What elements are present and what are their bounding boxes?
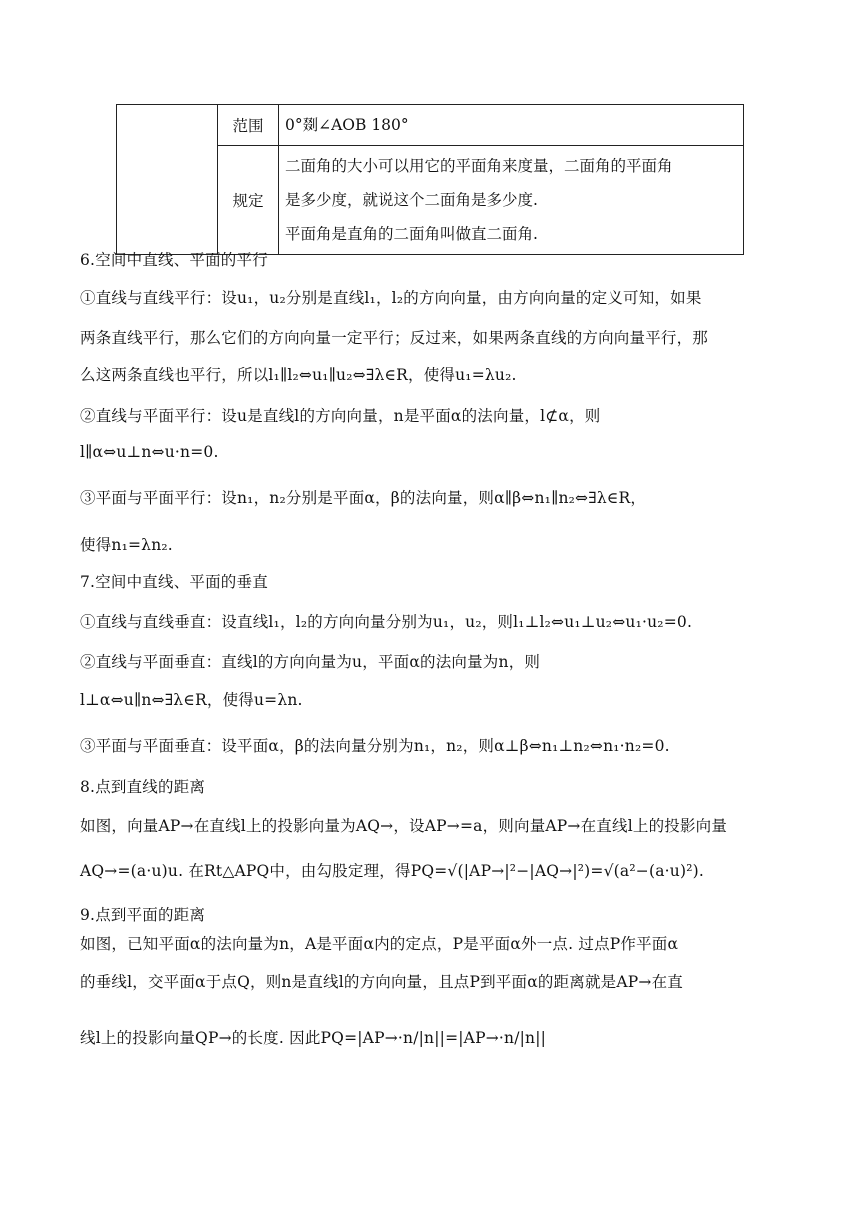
- table-label-rule: 规定: [218, 146, 279, 255]
- dihedral-angle-table: [116, 104, 744, 255]
- text-line: 线l上的投影向量QP→的长度. 因此PQ=|AP→·n/|n||=|AP→·n/|n||: [80, 1029, 547, 1047]
- text-line: l⊥α⇔u∥n⇔∃λ∈R，使得u=λn.: [80, 691, 303, 709]
- section-heading-parallel: 6.空间中直线、平面的平行: [80, 251, 268, 269]
- section-heading-perpendicular: 7.空间中直线、平面的垂直: [80, 573, 268, 591]
- section-heading-point-plane-distance: 9.点到平面的距离: [80, 906, 206, 924]
- text-line: ③平面与平面平行：设n₁，n₂分别是平面α，β的法向量，则α∥β⇔n₁∥n₂⇔∃λ∈R，: [80, 489, 647, 507]
- text-line: 么这两条直线也平行，所以l₁∥l₂⇔u₁∥u₂⇔∃λ∈R，使得u₁=λu₂.: [80, 366, 517, 384]
- text-line: AQ→=(a·u)u. 在Rt△APQ中，由勾股定理，得PQ=√(|AP→|²−|AQ→|²)=√(a²−(a·u)²).: [80, 862, 704, 880]
- table-row-range: [117, 105, 744, 146]
- table-rule-line: 平面角是直角的二面角叫做直二面角.: [285, 225, 538, 243]
- table-content-range: 0°剟∠AOB 180°: [279, 105, 744, 146]
- table-content-rule: [279, 146, 744, 255]
- section-heading-point-line-distance: 8.点到直线的距离: [80, 778, 206, 796]
- text-line: ②直线与平面垂直：直线l的方向向量为u，平面α的法向量为n，则: [80, 653, 541, 671]
- table-rule-line: 二面角的大小可以用它的平面角来度量，二面角的平面角: [285, 157, 673, 175]
- text-line: 使得n₁=λn₂.: [80, 536, 173, 554]
- text-line: 两条直线平行，那么它们的方向向量一定平行；反过来，如果两条直线的方向向量平行，那: [80, 329, 709, 347]
- text-line: ①直线与直线垂直：设直线l₁，l₂的方向向量分别为u₁，u₂，则l₁⊥l₂⇔u₁⊥u₂⇔u₁·u₂=0.: [80, 613, 693, 631]
- text-line: 如图，向量AP→在直线l上的投影向量为AQ→，设AP→=a，则向量AP→在直线l上的投影向量: [80, 817, 728, 835]
- text-line: l∥α⇔u⊥n⇔u·n=0.: [80, 443, 219, 461]
- table-rule-line: 是多少度，就说这个二面角是多少度.: [285, 191, 538, 209]
- text-line: 的垂线l，交平面α于点Q，则n是直线l的方向向量，且点P到平面α的距离就是AP→在直: [80, 973, 683, 991]
- text-line: ②直线与平面平行：设u是直线l的方向向量，n是平面α的法向量，l⊄α，则: [80, 407, 601, 425]
- text-line: ①直线与直线平行：设u₁，u₂分别是直线l₁，l₂的方向向量，由方向向量的定义可知，如果: [80, 289, 702, 307]
- text-line: ③平面与平面垂直：设平面α，β的法向量分别为n₁，n₂，则α⊥β⇔n₁⊥n₂⇔n₁·n₂=0.: [80, 737, 670, 755]
- text-line: 如图，已知平面α的法向量为n，A是平面α内的定点，P是平面α外一点. 过点P作平面α: [80, 935, 679, 953]
- table-blank-cell: [117, 105, 218, 255]
- table-label-range: 范围: [218, 105, 279, 146]
